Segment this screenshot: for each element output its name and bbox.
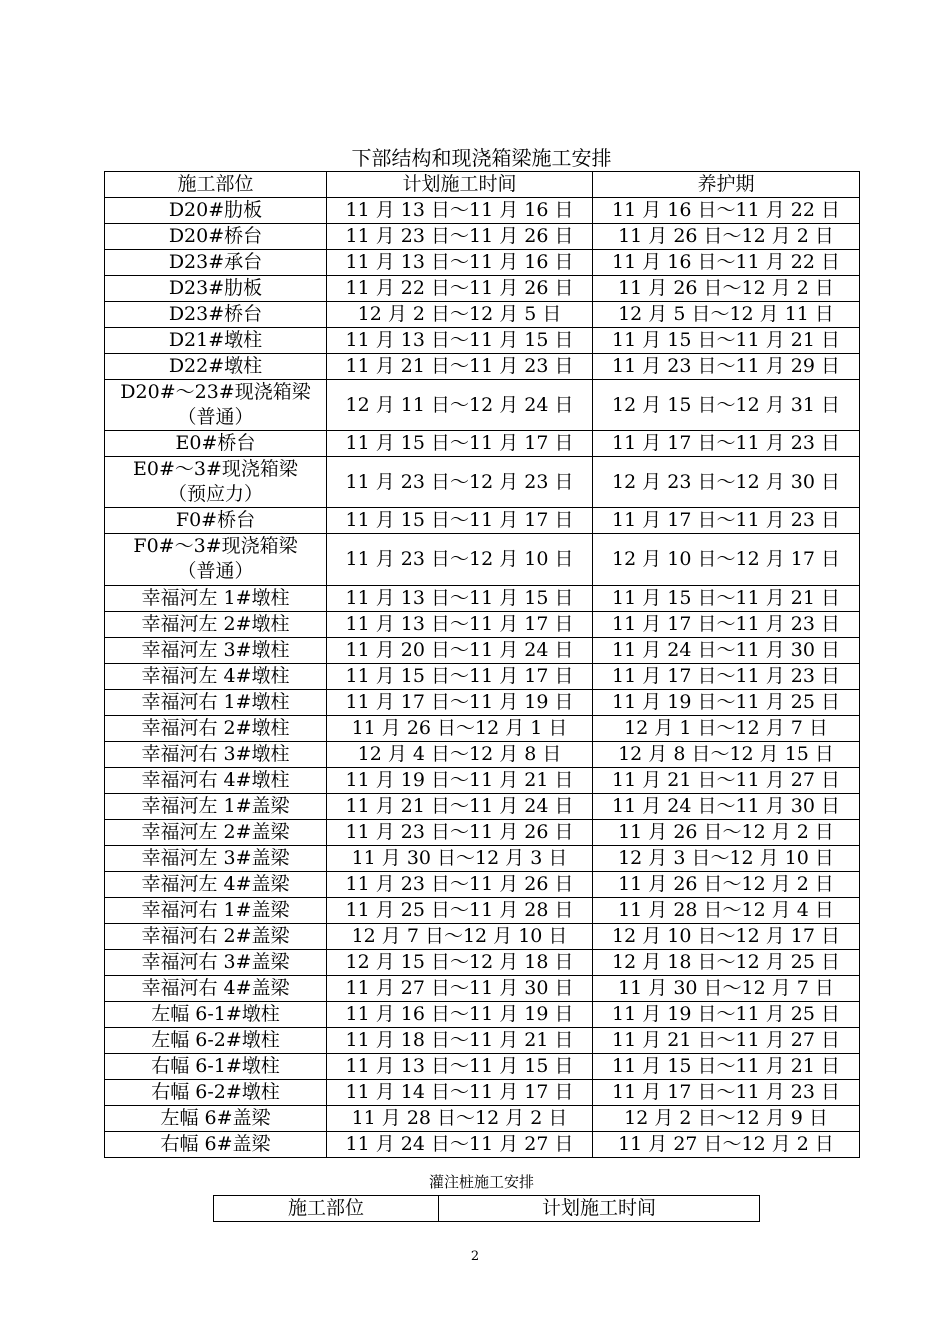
location-cell: 幸福河左 3#盖梁 <box>105 845 327 871</box>
location-cell: 幸福河左 3#墩柱 <box>105 637 327 663</box>
table-row <box>105 457 860 508</box>
curing-period-cell: 12 月 3 日～12 月 10 日 <box>593 845 860 871</box>
location-cell: D22#墩柱 <box>105 354 327 380</box>
header-cell: 计划施工时间 <box>327 172 593 198</box>
table-row <box>105 949 860 975</box>
planned-time-cell: 11 月 21 日～11 月 23 日 <box>327 354 593 380</box>
location-cell: 左幅 6-1#墩柱 <box>105 1001 327 1027</box>
table-row <box>105 611 860 637</box>
location-cell: D20#～23#现浇箱梁 （普通） <box>105 380 327 431</box>
planned-time-cell: 11 月 24 日～11 月 27 日 <box>327 1131 593 1157</box>
location-cell: 右幅 6#盖梁 <box>105 1131 327 1157</box>
curing-period-cell: 12 月 10 日～12 月 17 日 <box>593 923 860 949</box>
curing-period-cell: 12 月 18 日～12 月 25 日 <box>593 949 860 975</box>
planned-time-cell: 11 月 13 日～11 月 16 日 <box>327 198 593 224</box>
table-row <box>105 1105 860 1131</box>
planned-time-cell: 12 月 11 日～12 月 24 日 <box>327 380 593 431</box>
location-cell: 幸福河左 2#墩柱 <box>105 611 327 637</box>
location-cell: 幸福河左 4#盖梁 <box>105 871 327 897</box>
location-cell: D23#桥台 <box>105 302 327 328</box>
planned-time-cell: 12 月 7 日～12 月 10 日 <box>327 923 593 949</box>
location-cell: D21#墩柱 <box>105 328 327 354</box>
curing-period-cell: 11 月 16 日～11 月 22 日 <box>593 198 860 224</box>
table-row <box>105 819 860 845</box>
location-cell: 幸福河右 1#墩柱 <box>105 689 327 715</box>
curing-period-cell: 11 月 17 日～11 月 23 日 <box>593 1079 860 1105</box>
table-row <box>105 845 860 871</box>
curing-period-cell: 11 月 24 日～11 月 30 日 <box>593 793 860 819</box>
planned-time-cell: 11 月 23 日～12 月 10 日 <box>327 534 593 585</box>
planned-time-cell: 11 月 13 日～11 月 15 日 <box>327 1053 593 1079</box>
table-header-row <box>214 1196 760 1222</box>
planned-time-cell: 11 月 14 日～11 月 17 日 <box>327 1079 593 1105</box>
curing-period-cell: 11 月 26 日～12 月 2 日 <box>593 819 860 845</box>
curing-period-cell: 12 月 23 日～12 月 30 日 <box>593 457 860 508</box>
curing-period-cell: 12 月 15 日～12 月 31 日 <box>593 380 860 431</box>
section-title: 下部结构和现浇箱梁施工安排 <box>351 146 612 170</box>
header-cell: 施工部位 <box>105 172 327 198</box>
planned-time-cell: 11 月 27 日～11 月 30 日 <box>327 975 593 1001</box>
curing-period-cell: 12 月 2 日～12 月 9 日 <box>593 1105 860 1131</box>
planned-time-cell: 11 月 16 日～11 月 19 日 <box>327 1001 593 1027</box>
table-row <box>105 663 860 689</box>
planned-time-cell: 11 月 23 日～11 月 26 日 <box>327 224 593 250</box>
curing-period-cell: 11 月 17 日～11 月 23 日 <box>593 508 860 534</box>
planned-time-cell: 11 月 26 日～12 月 1 日 <box>327 715 593 741</box>
planned-time-cell: 11 月 23 日～12 月 23 日 <box>327 457 593 508</box>
header-cell: 施工部位 <box>214 1196 439 1222</box>
curing-period-cell: 11 月 17 日～11 月 23 日 <box>593 663 860 689</box>
planned-time-cell: 11 月 21 日～11 月 24 日 <box>327 793 593 819</box>
location-cell: E0#桥台 <box>105 431 327 457</box>
planned-time-cell: 11 月 30 日～12 月 3 日 <box>327 845 593 871</box>
table-row <box>105 975 860 1001</box>
planned-time-cell: 11 月 23 日～11 月 26 日 <box>327 871 593 897</box>
table-row <box>105 767 860 793</box>
table-row <box>105 741 860 767</box>
location-cell: 幸福河右 2#墩柱 <box>105 715 327 741</box>
location-cell: 右幅 6-2#墩柱 <box>105 1079 327 1105</box>
table-row <box>105 793 860 819</box>
table-row <box>105 198 860 224</box>
curing-period-cell: 11 月 19 日～11 月 25 日 <box>593 1001 860 1027</box>
curing-period-cell: 11 月 21 日～11 月 27 日 <box>593 1027 860 1053</box>
location-cell: 幸福河右 3#盖梁 <box>105 949 327 975</box>
planned-time-cell: 11 月 13 日～11 月 15 日 <box>327 328 593 354</box>
curing-period-cell: 11 月 30 日～12 月 7 日 <box>593 975 860 1001</box>
table-row <box>105 328 860 354</box>
location-cell: 右幅 6-1#墩柱 <box>105 1053 327 1079</box>
table-row <box>105 689 860 715</box>
table-row <box>105 508 860 534</box>
planned-time-cell: 11 月 15 日～11 月 17 日 <box>327 663 593 689</box>
table-header-row <box>105 172 860 198</box>
location-cell: 幸福河右 3#墩柱 <box>105 741 327 767</box>
planned-time-cell: 11 月 13 日～11 月 17 日 <box>327 611 593 637</box>
curing-period-cell: 11 月 15 日～11 月 21 日 <box>593 585 860 611</box>
planned-time-cell: 11 月 25 日～11 月 28 日 <box>327 897 593 923</box>
curing-period-cell: 12 月 1 日～12 月 7 日 <box>593 715 860 741</box>
curing-period-cell: 11 月 27 日～12 月 2 日 <box>593 1131 860 1157</box>
curing-period-cell: 12 月 5 日～12 月 11 日 <box>593 302 860 328</box>
planned-time-cell: 12 月 4 日～12 月 8 日 <box>327 741 593 767</box>
location-cell: D20#肋板 <box>105 198 327 224</box>
curing-period-cell: 11 月 21 日～11 月 27 日 <box>593 767 860 793</box>
location-cell: 幸福河右 1#盖梁 <box>105 897 327 923</box>
planned-time-cell: 11 月 13 日～11 月 16 日 <box>327 250 593 276</box>
pile-section-title: 灌注桩施工安排 <box>428 1173 534 1191</box>
table-row <box>105 276 860 302</box>
location-cell: 左幅 6#盖梁 <box>105 1105 327 1131</box>
location-cell: 幸福河左 1#盖梁 <box>105 793 327 819</box>
location-cell: 幸福河左 4#墩柱 <box>105 663 327 689</box>
planned-time-cell: 11 月 13 日～11 月 15 日 <box>327 585 593 611</box>
schedule-table <box>104 171 860 1158</box>
location-cell: 幸福河右 4#墩柱 <box>105 767 327 793</box>
location-cell: 幸福河左 2#盖梁 <box>105 819 327 845</box>
curing-period-cell: 11 月 26 日～12 月 2 日 <box>593 871 860 897</box>
curing-period-cell: 11 月 15 日～11 月 21 日 <box>593 1053 860 1079</box>
table-row <box>105 1079 860 1105</box>
curing-period-cell: 11 月 17 日～11 月 23 日 <box>593 431 860 457</box>
table-row <box>105 354 860 380</box>
table-row <box>105 585 860 611</box>
planned-time-cell: 11 月 19 日～11 月 21 日 <box>327 767 593 793</box>
table-row <box>105 923 860 949</box>
location-cell: F0#～3#现浇箱梁 （普通） <box>105 534 327 585</box>
planned-time-cell: 11 月 22 日～11 月 26 日 <box>327 276 593 302</box>
curing-period-cell: 11 月 15 日～11 月 21 日 <box>593 328 860 354</box>
table-row <box>105 380 860 431</box>
header-cell: 计划施工时间 <box>439 1196 760 1222</box>
planned-time-cell: 11 月 18 日～11 月 21 日 <box>327 1027 593 1053</box>
table-row <box>105 250 860 276</box>
table-row <box>105 534 860 585</box>
table-row <box>105 1053 860 1079</box>
planned-time-cell: 11 月 15 日～11 月 17 日 <box>327 431 593 457</box>
location-cell: E0#～3#现浇箱梁 （预应力） <box>105 457 327 508</box>
curing-period-cell: 11 月 24 日～11 月 30 日 <box>593 637 860 663</box>
curing-period-cell: 11 月 19 日～11 月 25 日 <box>593 689 860 715</box>
table-row <box>105 224 860 250</box>
location-cell: 幸福河左 1#墩柱 <box>105 585 327 611</box>
table-row <box>105 1001 860 1027</box>
planned-time-cell: 11 月 20 日～11 月 24 日 <box>327 637 593 663</box>
planned-time-cell: 12 月 15 日～12 月 18 日 <box>327 949 593 975</box>
curing-period-cell: 11 月 28 日～12 月 4 日 <box>593 897 860 923</box>
planned-time-cell: 11 月 15 日～11 月 17 日 <box>327 508 593 534</box>
planned-time-cell: 11 月 28 日～12 月 2 日 <box>327 1105 593 1131</box>
pile-schedule-table <box>213 1195 760 1222</box>
header-cell: 养护期 <box>593 172 860 198</box>
table-row <box>105 871 860 897</box>
curing-period-cell: 11 月 26 日～12 月 2 日 <box>593 224 860 250</box>
table-row <box>105 897 860 923</box>
table-row <box>105 1027 860 1053</box>
table-row <box>105 715 860 741</box>
location-cell: D20#桥台 <box>105 224 327 250</box>
planned-time-cell: 11 月 17 日～11 月 19 日 <box>327 689 593 715</box>
planned-time-cell: 11 月 23 日～11 月 26 日 <box>327 819 593 845</box>
location-cell: D23#承台 <box>105 250 327 276</box>
location-cell: F0#桥台 <box>105 508 327 534</box>
curing-period-cell: 11 月 17 日～11 月 23 日 <box>593 611 860 637</box>
table-row <box>105 431 860 457</box>
curing-period-cell: 12 月 8 日～12 月 15 日 <box>593 741 860 767</box>
curing-period-cell: 11 月 16 日～11 月 22 日 <box>593 250 860 276</box>
table-row <box>105 637 860 663</box>
table-row <box>105 1131 860 1157</box>
curing-period-cell: 12 月 10 日～12 月 17 日 <box>593 534 860 585</box>
location-cell: D23#肋板 <box>105 276 327 302</box>
curing-period-cell: 11 月 26 日～12 月 2 日 <box>593 276 860 302</box>
location-cell: 幸福河右 4#盖梁 <box>105 975 327 1001</box>
page-number: 2 <box>470 1249 480 1264</box>
table-row <box>105 302 860 328</box>
planned-time-cell: 12 月 2 日～12 月 5 日 <box>327 302 593 328</box>
location-cell: 左幅 6-2#墩柱 <box>105 1027 327 1053</box>
curing-period-cell: 11 月 23 日～11 月 29 日 <box>593 354 860 380</box>
location-cell: 幸福河右 2#盖梁 <box>105 923 327 949</box>
